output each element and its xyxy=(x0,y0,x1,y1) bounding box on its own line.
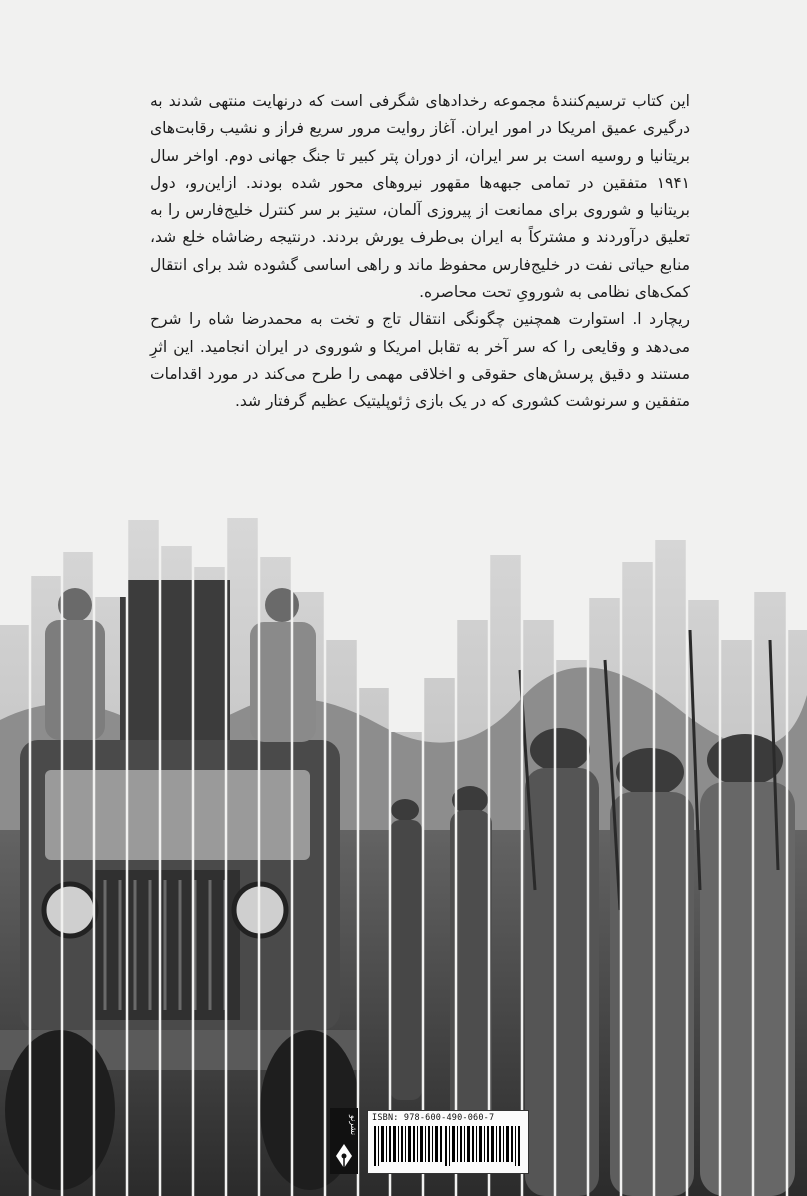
blurb-paragraph-1: این کتاب ترسیم‌کنندهٔ مجموعه رخدادهای شگرفی است که درنهایت منتهی شدند به درگیری عمیق امریکا در امور ایران. آغاز روایت مرور سریع فراز و نشیب رقابت‌های بریتانیا و روسیه است بر سر ایران، از دوران پتر کبیر تا جنگ جهانی دوم. اواخر سال ۱۹۴۱ متفقین در تمامی جبهه‌ها مقهور نیروهای محور شده بودند. ازاین‌رو، دول بریتانیا و شوروی برای ممانعت از پیروزی آلمان، ستیز بر سر کنترل خلیج‌فارس را به تعلیق درآوردند و مشترکاً به ایران بی‌طرف یورش بردند. درنتیجه رضاشاه خلع شد، منابع حیاتی نفت در خلیج‌فارس محفوظ ماند و راهی اساسی گشوده شد برای انتقال کمک‌های نظامی به شورویِ تحت محاصره. xyxy=(150,92,690,302)
pen-nib-icon xyxy=(333,1142,355,1170)
publisher-name: نشرنو xyxy=(349,1114,358,1136)
isbn-barcode-box xyxy=(367,1110,529,1174)
blurb-text xyxy=(150,88,690,416)
isbn-label: ISBN: 978-600-490-060-7 xyxy=(372,1113,495,1123)
publisher-logo xyxy=(330,1108,358,1174)
historical-photo-collage xyxy=(0,510,807,1196)
soldiers-photo-strips xyxy=(0,510,807,1196)
blurb-paragraph-2: ریچارد ا. استوارت همچنین چگونگی انتقال تاج و تخت به محمدرضا شاه را شرح می‌دهد و وقایعی را که سر آخر به تقابل امریکا و شوروی در ایران انجامید. این اثرِ مستند و دقیق پرسش‌های حقوقی و اخلاقی مهمی را طرح می‌کند در مورد اقدامات متفقین و سرنوشت کشوری که در یک بازی ژئوپلیتیک عظیم گرفتار شد. xyxy=(150,310,690,411)
barcode-icon xyxy=(374,1126,522,1166)
